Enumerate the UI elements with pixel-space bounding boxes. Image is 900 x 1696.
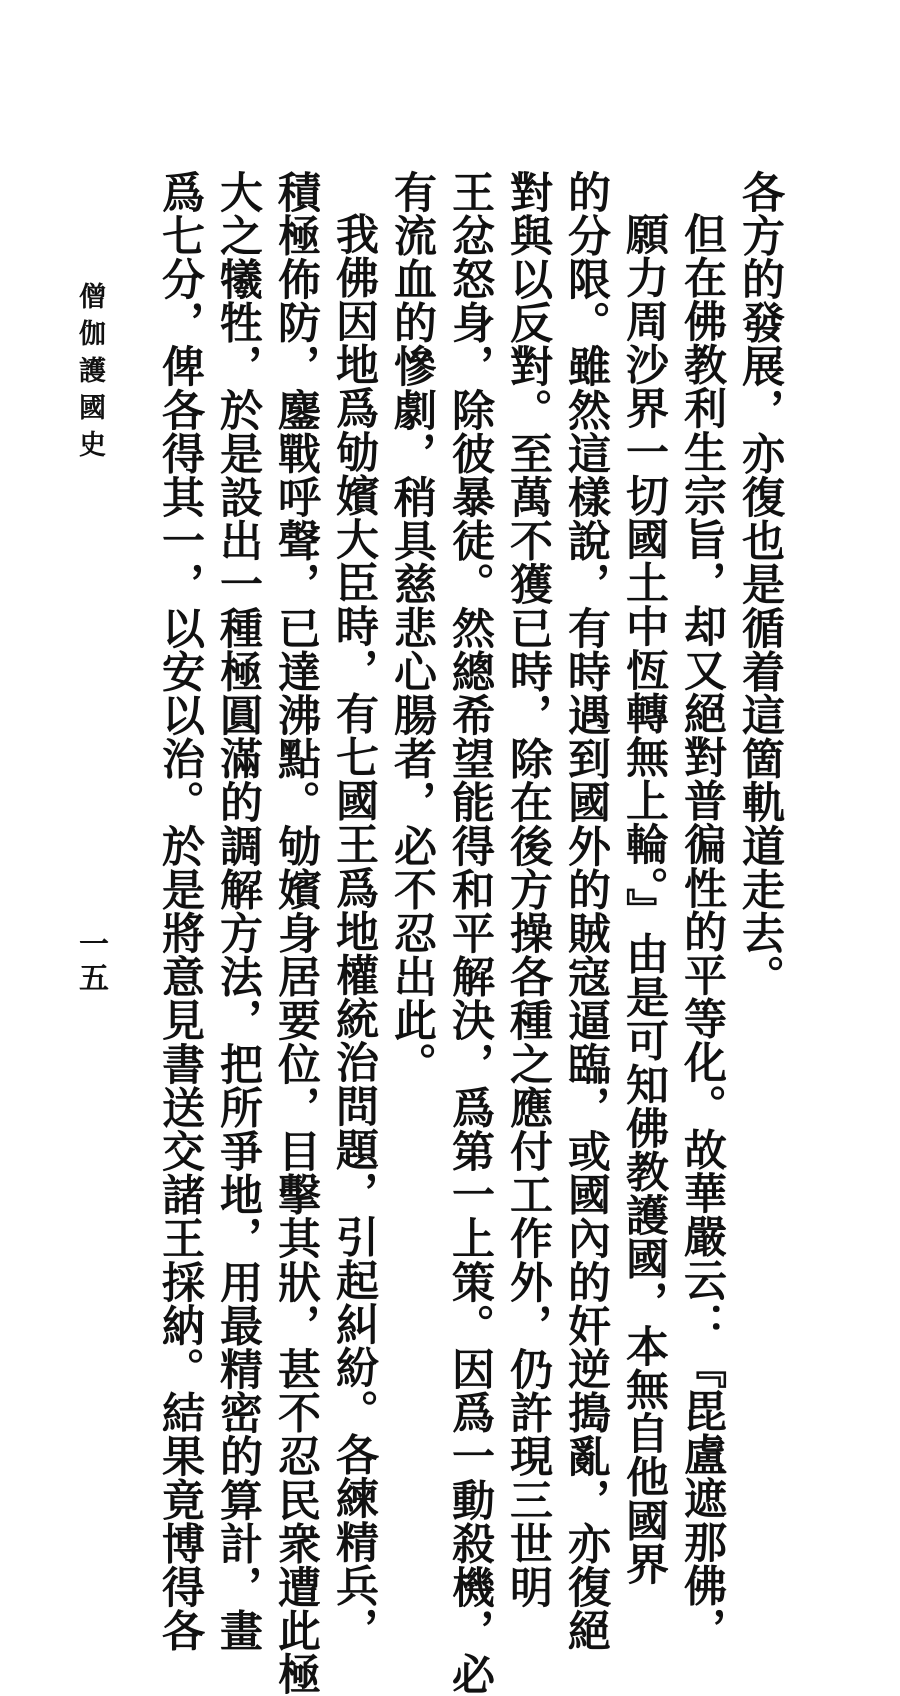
page-number: 一五 — [73, 928, 108, 996]
text-column-11: 爲七分，俾各得其一，以安以治。於是將意見書送交諸王採納。結果竟博得各 — [155, 170, 205, 1653]
text-column-1: 各方的發展，亦復也是循着這箇軌道走去。 — [735, 170, 785, 999]
text-column-3: 願力周沙界一切國土中恆轉無上輪。』由是可知佛教護國，本無自他國界 — [619, 212, 669, 1586]
text-column-9: 積極佈防，鏖戰呼聲，已達沸點。劬嬪身居要位，目擊其狀，甚不忍民衆遭此極 — [271, 170, 321, 1696]
text-column-6: 王忿怒身，除彼暴徒。然總希望能得和平解決，爲第一上策。因爲一動殺機，必 — [445, 170, 495, 1696]
text-column-8: 我佛因地爲劬嬪大臣時，有七國王爲地權統治問題，引起糾紛。各練精兵， — [329, 212, 379, 1651]
text-column-10: 大之犧牲，於是設出一種極圓滿的調解方法，把所爭地，用最精密的算計，畫 — [213, 170, 263, 1653]
text-column-7: 有流血的慘劇，稍具慈悲心腸者，必不忍出此。 — [387, 170, 437, 1086]
text-column-2: 但在佛教利生宗旨，却又絕對普徧性的平等化。故華嚴云：『毘盧遮那佛， — [677, 212, 727, 1651]
running-title: 僧伽護國史 — [74, 282, 105, 467]
text-column-4: 的分限。雖然這樣說，有時遇到國外的賊寇逼臨，或國內的奸逆搗亂，亦復絕 — [561, 170, 611, 1653]
text-column-5: 對與以反對。至萬不獲已時，除在後方操各種之應付工作外，仍許現三世明 — [503, 170, 553, 1609]
